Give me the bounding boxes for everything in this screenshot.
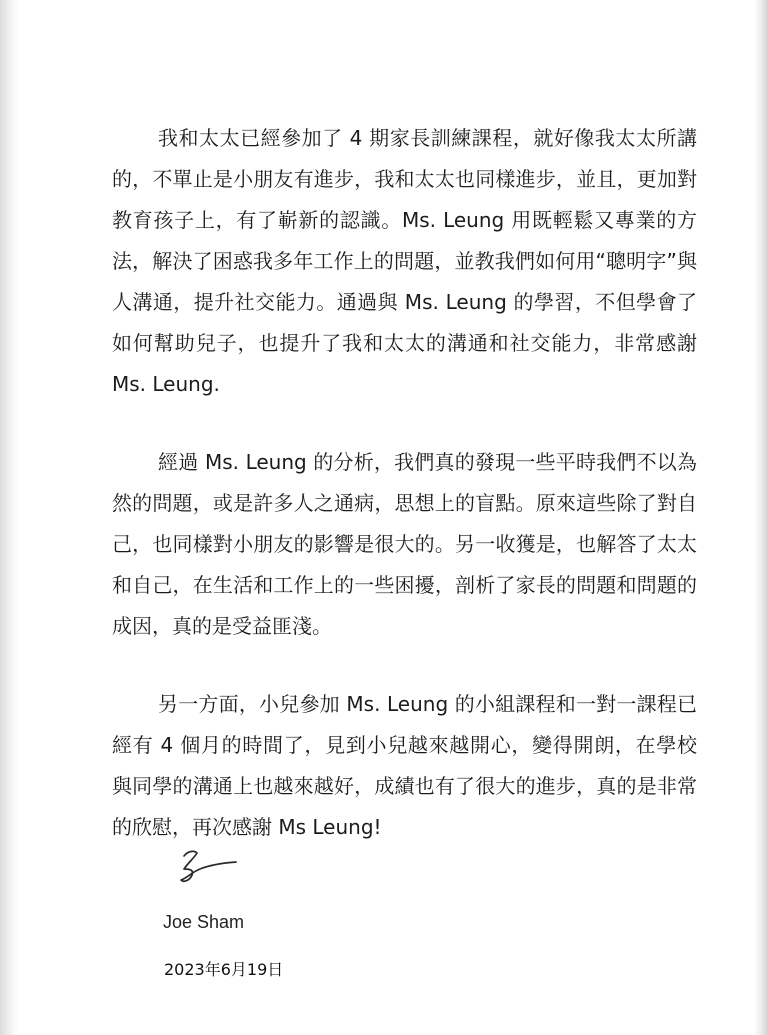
paragraph-1: 我和太太已經參加了 4 期家長訓練課程，就好像我太太所講的，不單止是小朋友有進步，我和太太也同樣進步，並且，更加對教育孩子上，有了嶄新的認識。Ms. Leung 用既輕鬆又專業的方法，解決了困惑我多年工作上的問題，並教我們如何用“聰明字”與人溝通，提升社交能力。通過與 Ms. Leung 的學習，不但學會了如何幫助兒子，也提升了我和太太的溝通和社交能力，非常感謝 Ms. Leung. <box>112 126 697 396</box>
paragraph-2: 經過 Ms. Leung 的分析，我們真的發現一些平時我們不以為然的問題，或是許多人之通病，思想上的盲點。原來這些除了對自己，也同樣對小朋友的影響是很大的。另一收獲是，也解答了太太和自己，在生活和工作上的一些困擾，剖析了家長的問題和問題的成因，真的是受益匪淺。 <box>112 450 697 638</box>
signer-name: Joe Sham <box>163 912 245 932</box>
paragraph-gap <box>112 405 697 442</box>
paragraph-gap <box>112 647 697 684</box>
page-left-edge-shadow <box>0 0 18 1035</box>
letter-body <box>112 118 697 848</box>
paragraph-3: 另一方面，小兒參加 Ms. Leung 的小組課程和一對一課程已經有 4 個月的時間了，見到小兒越來越開心，變得開朗，在學校與同學的溝通上也越來越好，成績也有了很大的進步，真的是非常的欣慰，再次感謝 Ms Leung! <box>112 692 697 839</box>
page-right-edge-shadow <box>754 0 768 1035</box>
letter-date: 2023年6月19日 <box>164 960 284 979</box>
handwritten-signature <box>170 842 240 892</box>
